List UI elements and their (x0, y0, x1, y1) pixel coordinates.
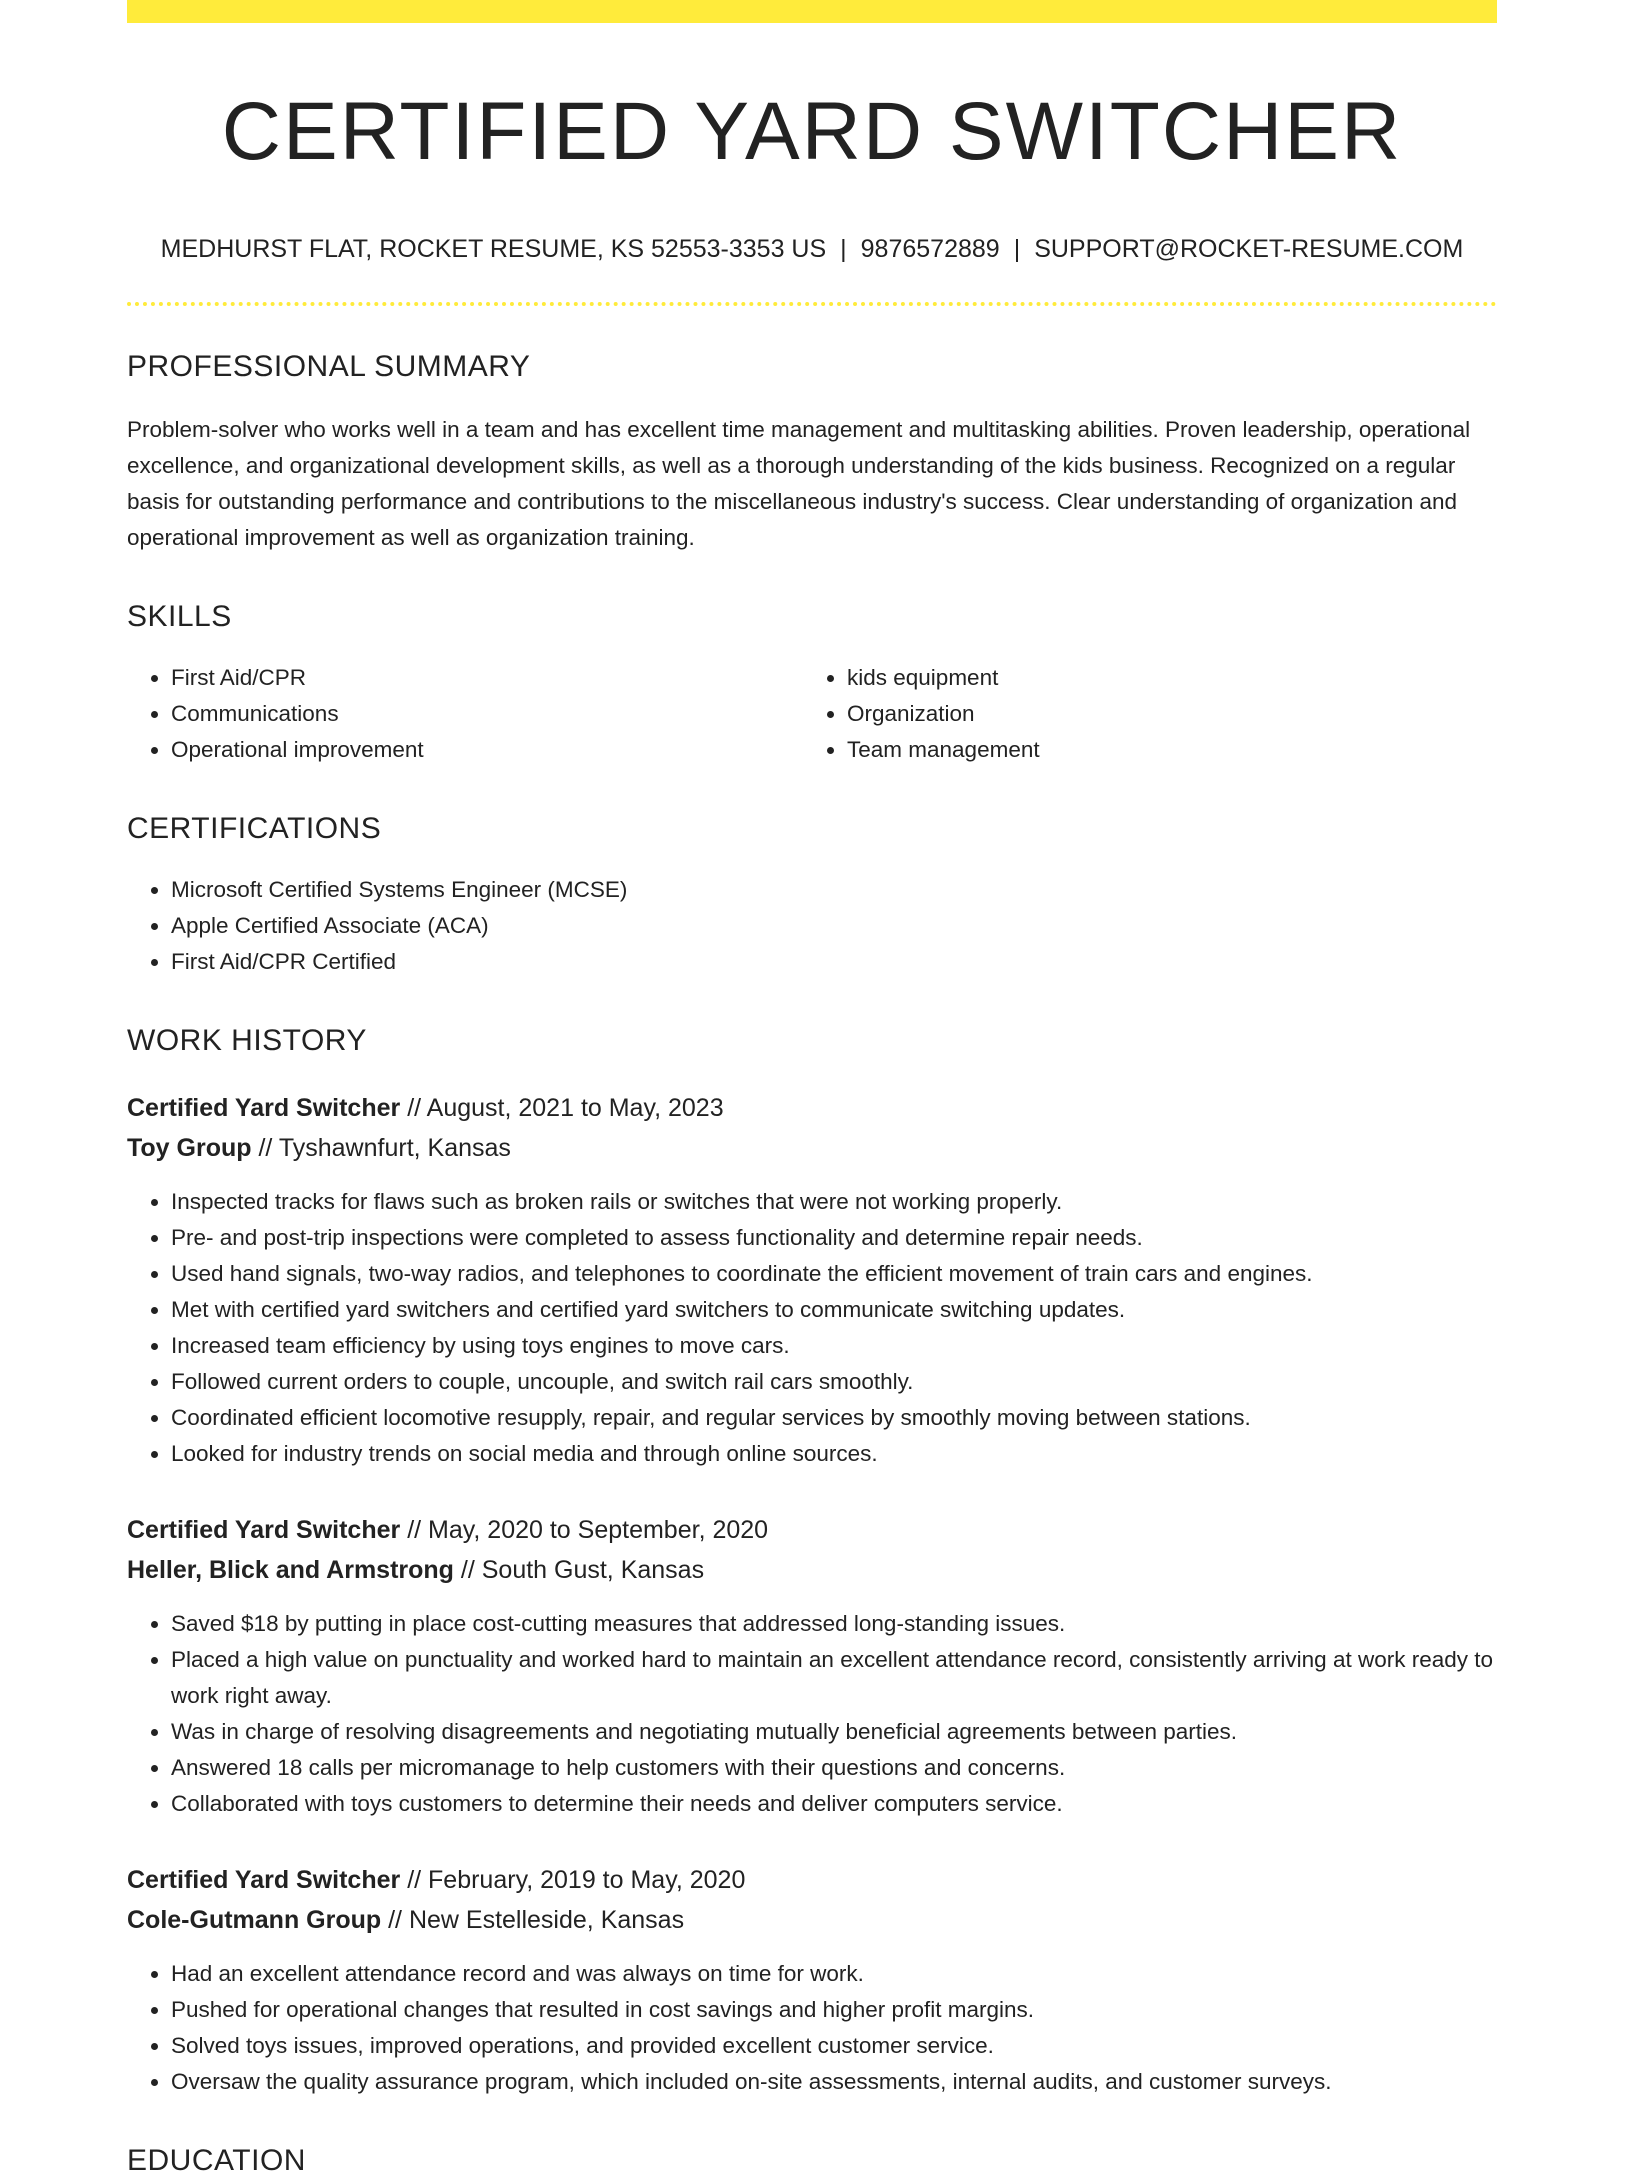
skill-item: • Organization (847, 696, 1479, 732)
section-title-education: EDUCATION (127, 2144, 306, 2178)
job-bullet: • Saved $18 by putting in place cost-cutting measures that addressed long-standing issues. (171, 1606, 1497, 1642)
skill-item: • kids equipment (847, 660, 1479, 696)
job-bullet: • Collaborated with toys customers to determine their needs and deliver computers service. (171, 1786, 1497, 1822)
job-bullets (127, 1606, 1497, 1822)
section-title-certifications: CERTIFICATIONS (127, 812, 382, 846)
section-title-skills: SKILLS (127, 600, 232, 634)
contact-address: MEDHURST FLAT, ROCKET RESUME, KS 52553-3353 US (160, 235, 827, 264)
job-company: Cole-Gutmann Group (127, 1906, 382, 1935)
job-bullet: • Pre- and post-trip inspections were completed to assess functionality and determine repair needs. (171, 1220, 1497, 1256)
job-bullet: • Followed current orders to couple, uncouple, and switch rail cars smoothly. (171, 1364, 1497, 1400)
job-role-line (127, 1860, 1497, 1900)
section-title-summary: PROFESSIONAL SUMMARY (127, 350, 531, 384)
job-location: // Tyshawnfurt, Kansas (251, 1134, 511, 1163)
job-bullets (127, 1184, 1497, 1472)
job-location: // South Gust, Kansas (453, 1556, 705, 1585)
certifications-list (127, 872, 1497, 980)
job-company-line (127, 1128, 1497, 1168)
job-company: Toy Group (127, 1134, 252, 1163)
job-location: // New Estelleside, Kansas (381, 1906, 685, 1935)
contact-line (127, 235, 1497, 264)
skills-column-2 (803, 660, 1479, 768)
job-bullet: • Met with certified yard switchers and certified yard switchers to communicate switching updates. (171, 1292, 1497, 1328)
certification-item: • First Aid/CPR Certified (171, 944, 1497, 980)
resume-name: CERTIFIED YARD SWITCHER (221, 86, 1403, 177)
contact-phone: 9876572889 (860, 235, 1000, 264)
certification-item: • Apple Certified Associate (ACA) (171, 908, 1497, 944)
job-role-line (127, 1088, 1497, 1128)
job-entry (127, 1510, 1497, 1822)
job-bullet: • Was in charge of resolving disagreements and negotiating mutually beneficial agreements between parties. (171, 1714, 1497, 1750)
skill-item: • First Aid/CPR (171, 660, 803, 696)
job-dates: // August, 2021 to May, 2023 (400, 1094, 724, 1123)
job-company-line (127, 1550, 1497, 1590)
skill-item: • Communications (171, 696, 803, 732)
job-role: Certified Yard Switcher (127, 1516, 401, 1545)
job-role-line (127, 1510, 1497, 1550)
job-dates: // February, 2019 to May, 2020 (400, 1866, 746, 1895)
job-entry (127, 1088, 1497, 1472)
certification-item: • Microsoft Certified Systems Engineer (MCSE) (171, 872, 1497, 908)
skills-grid (127, 660, 1497, 768)
section-title-work-history: WORK HISTORY (127, 1024, 367, 1058)
job-bullet: • Oversaw the quality assurance program, which included on-site assessments, internal audits, and customer surveys. (171, 2064, 1497, 2100)
accent-top-bar (127, 0, 1497, 23)
job-entry (127, 1860, 1497, 2100)
skills-column-1 (127, 660, 803, 768)
job-bullet: • Coordinated efficient locomotive resupply, repair, and regular services by smoothly moving between stations. (171, 1400, 1497, 1436)
job-bullets (127, 1956, 1497, 2100)
contact-separator: | (1013, 235, 1021, 264)
job-role: Certified Yard Switcher (127, 1094, 401, 1123)
skill-item: • Operational improvement (171, 732, 803, 768)
resume-page (127, 0, 1497, 2178)
job-bullet: • Looked for industry trends on social media and through online sources. (171, 1436, 1497, 1472)
job-bullet: • Had an excellent attendance record and was always on time for work. (171, 1956, 1497, 1992)
job-bullet: • Inspected tracks for flaws such as broken rails or switches that were not working properly. (171, 1184, 1497, 1220)
job-role: Certified Yard Switcher (127, 1866, 401, 1895)
summary-text: Problem-solver who works well in a team and has excellent time management and multitasking abilities. Proven leadership, operational excellence, and organizational development skills, as well as a thorough understanding of the kids business. Recognized on a regular basis for outstanding performance and contributions to the miscellaneous industry's success. Clear understanding of organization and operational improvement as well as organization training. (127, 417, 1471, 551)
job-bullet: • Answered 18 calls per micromanage to help customers with their questions and concerns. (171, 1750, 1497, 1786)
job-bullet: • Increased team efficiency by using toys engines to move cars. (171, 1328, 1497, 1364)
job-company-line (127, 1900, 1497, 1940)
job-bullet: • Pushed for operational changes that resulted in cost savings and higher profit margins. (171, 1992, 1497, 2028)
contact-separator: | (840, 235, 847, 264)
dotted-divider (127, 302, 1497, 306)
contact-email: SUPPORT@ROCKET-RESUME.COM (1034, 235, 1464, 264)
job-bullet: • Placed a high value on punctuality and worked hard to maintain an excellent attendance record, consistently arriving at work ready to work right away. (171, 1642, 1497, 1714)
job-bullet: • Used hand signals, two-way radios, and telephones to coordinate the efficient movement of train cars and engines. (171, 1256, 1497, 1292)
job-dates: // May, 2020 to September, 2020 (400, 1516, 769, 1545)
job-company: Heller, Blick and Armstrong (127, 1556, 454, 1585)
skill-item: • Team management (847, 732, 1479, 768)
job-bullet: • Solved toys issues, improved operations, and provided excellent customer service. (171, 2028, 1497, 2064)
